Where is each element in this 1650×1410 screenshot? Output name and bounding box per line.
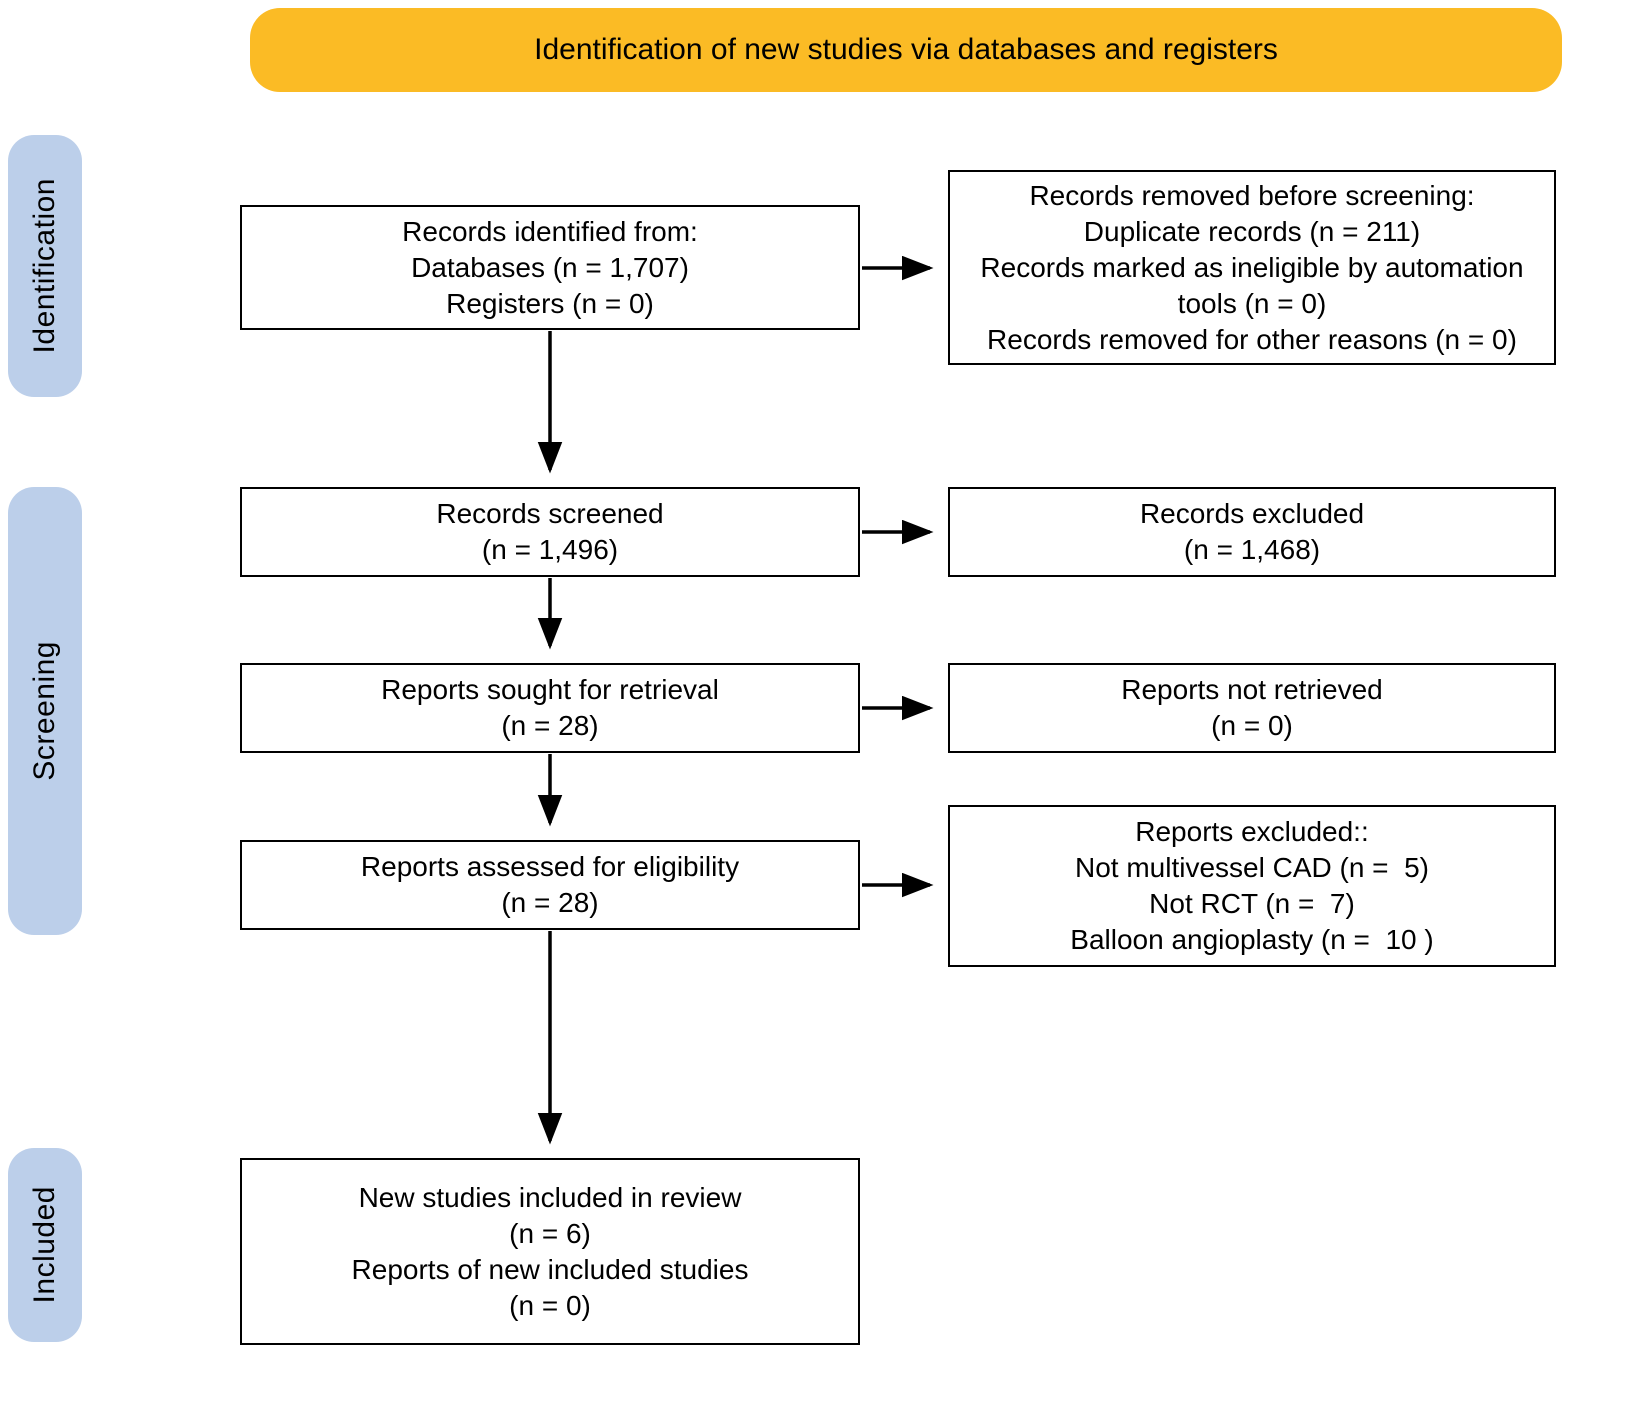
records-identified-line-2: Databases (n = 1,707)	[411, 251, 689, 283]
reports-not-retrieved-box	[948, 663, 1556, 753]
records-screened-box	[240, 487, 860, 577]
stage-label-included	[8, 1148, 82, 1342]
records-removed-line-1: Records removed before screening:	[1029, 179, 1475, 211]
records-identified-line-1: Records identified from:	[402, 215, 698, 247]
reports-excluded-line-2: Not multivessel CAD (n = 5)	[1075, 852, 1429, 883]
new-studies-included-box	[240, 1158, 860, 1345]
records-removed-box	[948, 170, 1556, 365]
records-identified-line-3: Registers (n = 0)	[446, 287, 654, 319]
new-studies-line-1: New studies included in review	[358, 1181, 742, 1213]
reports-sought-line-2: (n = 28)	[501, 710, 599, 741]
reports-excluded-line-1: Reports excluded::	[1135, 816, 1369, 847]
stage-label-screening-text: Screening	[28, 641, 61, 781]
records-excluded-line-2: (n = 1,468)	[1183, 534, 1321, 565]
records-identified-box	[240, 205, 860, 330]
records-removed-line-3: Records marked as ineligible by automation tools (n = 0)	[980, 251, 1532, 319]
reports-sought-line-1: Reports sought for retrieval	[381, 674, 719, 705]
new-studies-line-2: (n = 6)	[509, 1217, 591, 1249]
stage-label-included-text: Included	[28, 1186, 61, 1304]
reports-not-retrieved-line-1: Reports not retrieved	[1121, 674, 1383, 705]
stage-label-identification-text: Identification	[28, 178, 61, 354]
banner	[250, 8, 1562, 92]
stage-label-screening	[8, 487, 82, 935]
reports-assessed-box	[240, 840, 860, 930]
new-studies-line-4: (n = 0)	[509, 1289, 591, 1321]
reports-not-retrieved-line-2: (n = 0)	[1211, 710, 1293, 741]
records-excluded-line-1: Records excluded	[1139, 498, 1365, 529]
reports-excluded-line-3: Not RCT (n = 7)	[1149, 888, 1355, 919]
records-excluded-box	[948, 487, 1556, 577]
records-screened-line-2: (n = 1,496)	[481, 534, 619, 565]
reports-assessed-line-2: (n = 28)	[501, 887, 599, 918]
banner-title: Identification of new studies via databases and registers	[534, 33, 1278, 66]
reports-excluded-line-4: Balloon angioplasty (n = 10 )	[1070, 924, 1434, 955]
reports-assessed-line-1: Reports assessed for eligibility	[360, 851, 740, 882]
records-removed-line-2: Duplicate records (n = 211)	[1083, 215, 1421, 247]
stage-label-identification	[8, 135, 82, 397]
new-studies-line-3: Reports of new included studies	[351, 1253, 749, 1285]
reports-sought-box	[240, 663, 860, 753]
reports-excluded-box	[948, 805, 1556, 967]
records-removed-line-4: Records removed for other reasons (n = 0)	[987, 323, 1517, 355]
records-screened-line-1: Records screened	[436, 498, 664, 529]
